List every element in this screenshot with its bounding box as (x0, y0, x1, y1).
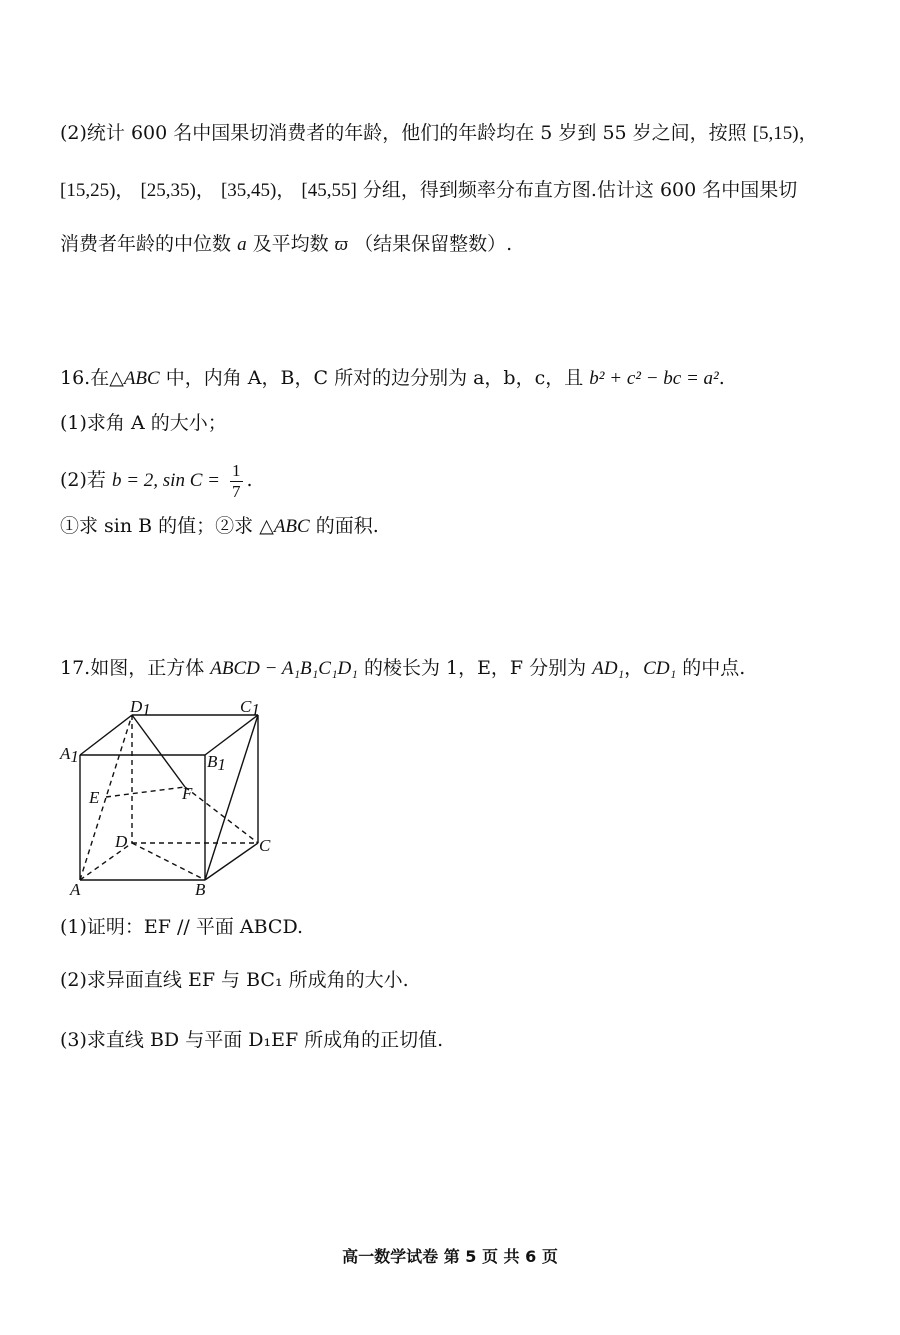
label-f: F (182, 784, 193, 803)
q16-part2-head: (2)若 (60, 469, 106, 491)
mean-var: ϖ (334, 234, 349, 255)
fraction-denominator: 7 (232, 481, 241, 501)
edge-a1-d1 (80, 715, 132, 755)
interval-3: [25,35) (140, 180, 196, 201)
q17-part2 (60, 967, 409, 993)
edge-b-c (205, 843, 258, 880)
q16-sub-end: 的面积. (315, 515, 379, 537)
q16-sub-text: ①求 sin B 的值；②求 (60, 515, 254, 537)
fraction-numerator: 1 (232, 460, 241, 480)
label-c: C (259, 836, 271, 855)
q15-text-3b: 及平均数 (252, 233, 329, 255)
label-b: B (195, 880, 206, 899)
q17-part2-text: (2)求异面直线 EF 与 BC₁ 所成角的大小. (60, 969, 409, 991)
fraction-one-seventh (230, 461, 243, 502)
cube-figure (55, 695, 295, 905)
q15-text-3a: 消费者年龄的中位数 (60, 233, 232, 255)
label-c1: C1 (240, 697, 260, 719)
interval-2: [15,25) (60, 180, 116, 201)
q15-text-2: 分组，得到频率分布直方图.估计这 600 名中国果切 (362, 179, 798, 201)
line-d1-f (132, 715, 185, 787)
line-f-c (185, 787, 258, 843)
q16-sub-triangle: △ABC (259, 516, 310, 537)
interval-5: [45,55] (301, 180, 357, 201)
label-d1: D1 (130, 697, 151, 719)
q15-text-1: (2)统计 600 名中国果切消费者的年龄，他们的年龄均在 5 岁到 55 岁之间，按照 (60, 122, 747, 144)
q17-part3-text: (3)求直线 BD 与平面 D₁EF 所成角的正切值. (60, 1029, 444, 1051)
label-e: E (89, 788, 100, 807)
q16-part1 (60, 410, 227, 436)
q17-number: 17.如图，正方体 (60, 657, 205, 679)
line-e-f (106, 787, 185, 797)
q16-part2-condition: b = 2, sin C = (111, 470, 220, 491)
q16-sub (60, 513, 379, 540)
label-a1: A1 (60, 744, 79, 766)
median-var: a (237, 234, 247, 255)
q15-part2-line2: [15,25)， [25,35)， [35,45)， [45,55] 分组，得到频率分布直方图.估计这 600 名中国果切 (60, 179, 798, 201)
q15-text-3c: （结果保留整数）. (354, 233, 513, 255)
q17-part1-text: (1)证明：EF // 平面 ABCD. (60, 916, 304, 938)
q17-separator: ， (624, 657, 644, 679)
q16-stem (60, 365, 725, 392)
q16-part2 (60, 455, 253, 506)
q16-triangle: △ABC (109, 368, 160, 389)
line-b-c1 (205, 715, 258, 880)
q17-text: 的棱长为 1，E，F 分别为 (363, 657, 587, 679)
q15-part2-line3 (60, 231, 512, 258)
q16-text: 中，内角 A，B，C 所对的边分别为 a，b，c，且 (165, 367, 584, 389)
interval-1: [5,15) (752, 123, 799, 144)
edge-b1-c1 (205, 715, 258, 755)
q17-segment-ad1: AD₁ (592, 658, 625, 679)
q17-part3 (60, 1027, 443, 1053)
q17-segment-cd1: CD₁ (643, 658, 677, 679)
q17-part1 (60, 914, 303, 940)
q16-period: . (718, 367, 725, 389)
q16-part2-period: . (246, 469, 253, 491)
q16-part1-text: (1)求角 A 的大小； (60, 412, 227, 434)
interval-4: [35,45) (220, 180, 277, 201)
q16-number: 16.在 (60, 367, 110, 389)
q15-part2-line1: (2)统计 600 名中国果切消费者的年龄，他们的年龄均在 5 岁到 55 岁之间，按照 [5,15)， (60, 122, 818, 144)
line-a-d1 (80, 715, 132, 880)
page-footer: 高一数学试卷 第 5 页 共 6 页 (342, 1247, 558, 1266)
q17-stem (60, 655, 745, 682)
label-b1: B1 (207, 752, 226, 774)
q17-cube-name: ABCD − A₁B₁C₁D₁ (210, 658, 358, 679)
line-d-b (132, 843, 205, 880)
q17-end: 的中点. (682, 657, 746, 679)
label-a: A (70, 880, 81, 899)
q16-equation: b² + c² − bc = a² (589, 368, 719, 389)
label-d: D (115, 832, 128, 851)
